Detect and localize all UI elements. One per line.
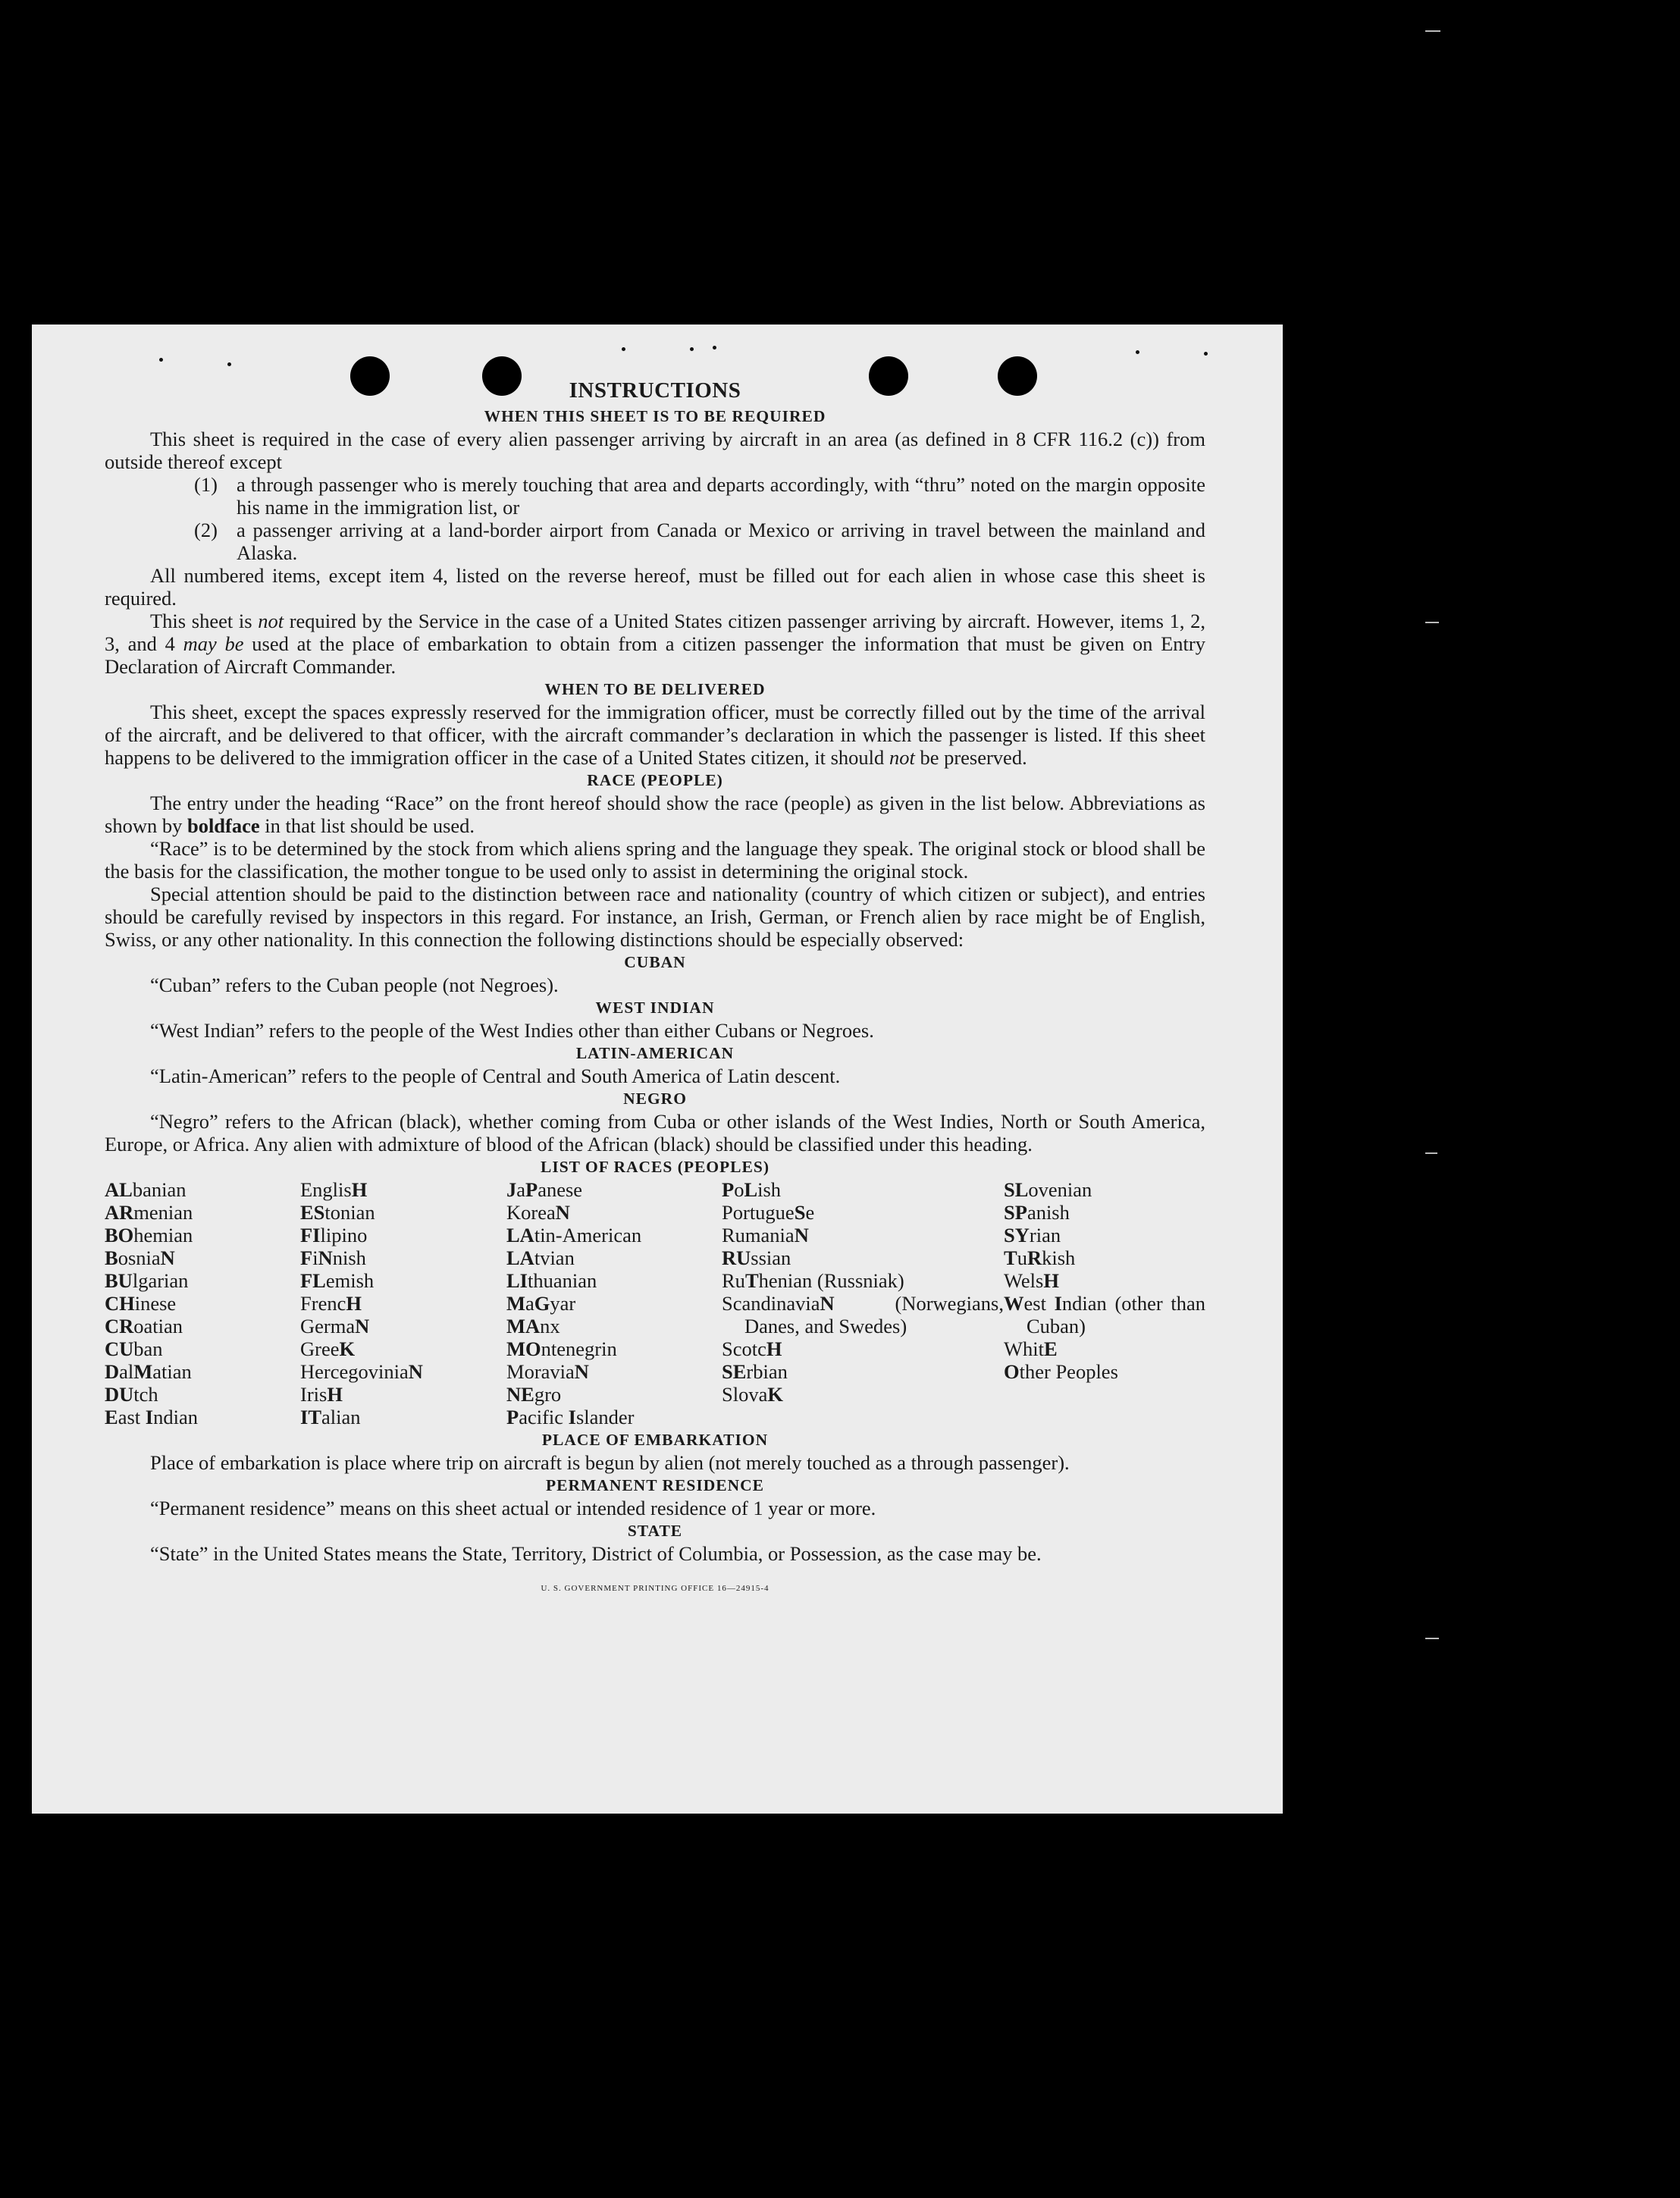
item-number: (1) xyxy=(194,473,218,496)
item-text: a through passenger who is merely touching that area and departs accordingly, with “thru” noted on the margin opposite his name in the immigration list, or xyxy=(237,473,1205,519)
paragraph: “State” in the United States means the State, Territory, District of Columbia, or Possession, as the case may be. xyxy=(150,1542,1042,1565)
race-entry: KoreaN xyxy=(506,1201,570,1224)
races-column xyxy=(105,1178,300,1428)
race-entry: TuRkish xyxy=(1004,1246,1076,1269)
paragraph: This sheet, except the spaces expressly reserved for the immigration officer, must be correctly filled out by the time of the arrival of the aircraft, and be delivered to that officer, with the aircraft commander’s declaration in which the passenger is listed. If this sheet happens to be delivered to the immigration officer in the case of a United States citizen, it should not be preserved. xyxy=(105,701,1205,769)
list-item xyxy=(194,473,1205,519)
race-entry: FLemish xyxy=(300,1269,375,1292)
race-entry: WhitE xyxy=(1004,1337,1058,1360)
heading-when-required: WHEN THIS SHEET IS TO BE REQUIRED xyxy=(484,407,826,425)
race-entry: LAtvian xyxy=(506,1246,575,1269)
race-entry: SPanish xyxy=(1004,1201,1070,1224)
race-entry: FrencH xyxy=(300,1292,362,1315)
race-entry: Pacific Islander xyxy=(506,1406,635,1428)
race-entry: CRoatian xyxy=(105,1315,183,1337)
paragraph: “Permanent residence” means on this sheet actual or intended residence of 1 year or more. xyxy=(150,1497,876,1519)
race-entry: GermaN xyxy=(300,1315,370,1337)
race-entry: SlovaK xyxy=(722,1383,783,1406)
heading-cuban: CUBAN xyxy=(624,953,686,971)
item-number: (2) xyxy=(194,519,218,541)
heading-list-of-races: LIST OF RACES (PEOPLES) xyxy=(541,1158,769,1176)
races-column xyxy=(300,1178,506,1428)
paragraph: “West Indian” refers to the people of the West Indies other than either Cubans or Negroes. xyxy=(150,1019,874,1042)
race-entry: ALbanian xyxy=(105,1178,186,1201)
race-entry: MAnx xyxy=(506,1315,560,1337)
race-entry: ARmenian xyxy=(105,1201,193,1224)
race-entry: JaPanese xyxy=(506,1178,583,1201)
race-entry: BUlgarian xyxy=(105,1269,189,1292)
race-entry: LAtin-American xyxy=(506,1224,642,1246)
race-entry: DUtch xyxy=(105,1383,158,1406)
race-entry: NEgro xyxy=(506,1383,562,1406)
race-entry: RuThenian (Russniak) xyxy=(722,1269,904,1292)
instructions-body xyxy=(105,378,1205,1803)
race-entry: EStonian xyxy=(300,1201,375,1224)
page-title: INSTRUCTIONS xyxy=(569,378,741,403)
race-entry: PoLish xyxy=(722,1178,782,1201)
heading-state: STATE xyxy=(627,1522,683,1540)
race-entry: ITalian xyxy=(300,1406,361,1428)
paragraph: All numbered items, except item 4, listed on the reverse hereof, must be filled out for each alien in whose case this sheet is required. xyxy=(105,564,1205,610)
race-entry: RUssian xyxy=(722,1246,791,1269)
race-entry: MaGyar xyxy=(506,1292,576,1315)
race-entry: BosniaN xyxy=(105,1246,175,1269)
race-entry: FIlipino xyxy=(300,1224,368,1246)
printer-imprint: U. S. GOVERNMENT PRINTING OFFICE 16—24915-4 xyxy=(541,1584,769,1593)
paragraph: Special attention should be paid to the distinction between race and nationality (country of which citizen or subject), and entries should be carefully revised by inspectors in this regard. For instance, an Irish, German, or French alien by race might be of English, Swiss, or any other nationality. In this connection the following distinctions should be especially observed: xyxy=(105,883,1205,951)
heading-when-delivered: WHEN TO BE DELIVERED xyxy=(544,680,766,698)
race-entry: EnglisH xyxy=(300,1178,368,1201)
race-entry: WelsH xyxy=(1004,1269,1059,1292)
heading-embarkation: PLACE OF EMBARKATION xyxy=(541,1431,769,1449)
document-page xyxy=(32,325,1283,1814)
paragraph: This sheet is required in the case of every alien passenger arriving by aircraft in an area (as defined in 8 CFR 116.2 (c)) from outside thereof except xyxy=(105,428,1205,473)
race-entry: SErbian xyxy=(722,1360,788,1383)
paragraph: This sheet is not required by the Service in the case of a United States citizen passenger arriving by aircraft. However, items 1, 2, 3, and 4 may be used at the place of embarkation to obtain from a citizen passenger the information that must be given on Entry Declaration of Aircraft Commander. xyxy=(105,610,1205,678)
race-entry: CUban xyxy=(105,1337,163,1360)
races-column xyxy=(1004,1178,1205,1428)
race-entry: MOntenegrin xyxy=(506,1337,617,1360)
heading-negro: NEGRO xyxy=(623,1090,687,1108)
race-entry: East Indian xyxy=(105,1406,198,1428)
races-column xyxy=(722,1178,1004,1428)
paragraph: “Race” is to be determined by the stock from which aliens spring and the language they speak. The original stock or blood shall be the basis for the classification, the mother tongue to be used only to assist in determining the original stock. xyxy=(105,837,1205,883)
race-entry: FiNnish xyxy=(300,1246,366,1269)
list-item xyxy=(194,519,1205,564)
race-entry: PortugueSe xyxy=(722,1201,815,1224)
race-entry: LIthuanian xyxy=(506,1269,597,1292)
race-entry: MoraviaN xyxy=(506,1360,589,1383)
race-entry: ScotcH xyxy=(722,1337,782,1360)
race-entry: SYrian xyxy=(1004,1224,1061,1246)
race-entry: ScandinaviaN (Norwegians, Danes, and Swedes) xyxy=(722,1292,1004,1337)
race-entry: CHinese xyxy=(105,1292,177,1315)
race-entry: SLovenian xyxy=(1004,1178,1092,1201)
heading-latin-american: LATIN-AMERICAN xyxy=(575,1044,735,1062)
paragraph: “Latin-American” refers to the people of Central and South America of Latin descent. xyxy=(150,1065,841,1087)
heading-permanent-residence: PERMANENT RESIDENCE xyxy=(546,1476,764,1494)
heading-west-indian: WEST INDIAN xyxy=(595,999,715,1017)
race-entry: West Indian (other than Cuban) xyxy=(1004,1292,1205,1337)
paragraph: “Cuban” refers to the Cuban people (not Negroes). xyxy=(150,974,559,996)
race-entry: DalMatian xyxy=(105,1360,192,1383)
race-entry: Other Peoples xyxy=(1004,1360,1118,1383)
paragraph: The entry under the heading “Race” on the front hereof should show the race (people) as given in the list below. Abbreviations as shown by boldface in that list should be used. xyxy=(105,792,1205,837)
paragraph: “Negro” refers to the African (black), whether coming from Cuba or other islands of the West Indies, North or South America, Europe, or Africa. Any alien with admixture of blood of the African (black) should be classified under this heading. xyxy=(105,1110,1205,1155)
paragraph: Place of embarkation is place where trip on aircraft is begun by alien (not merely touched as a through passenger). xyxy=(150,1451,1070,1474)
item-text: a passenger arriving at a land-border airport from Canada or Mexico or arriving in travel between the mainland and Alaska. xyxy=(237,519,1205,564)
races-list xyxy=(105,1178,1205,1428)
race-entry: GreeK xyxy=(300,1337,356,1360)
race-entry: BOhemian xyxy=(105,1224,193,1246)
race-entry: HercegoviniaN xyxy=(300,1360,423,1383)
race-entry: IrisH xyxy=(300,1383,343,1406)
races-column xyxy=(506,1178,722,1428)
heading-race: RACE (PEOPLE) xyxy=(587,771,723,789)
race-entry: RumaniaN xyxy=(722,1224,809,1246)
